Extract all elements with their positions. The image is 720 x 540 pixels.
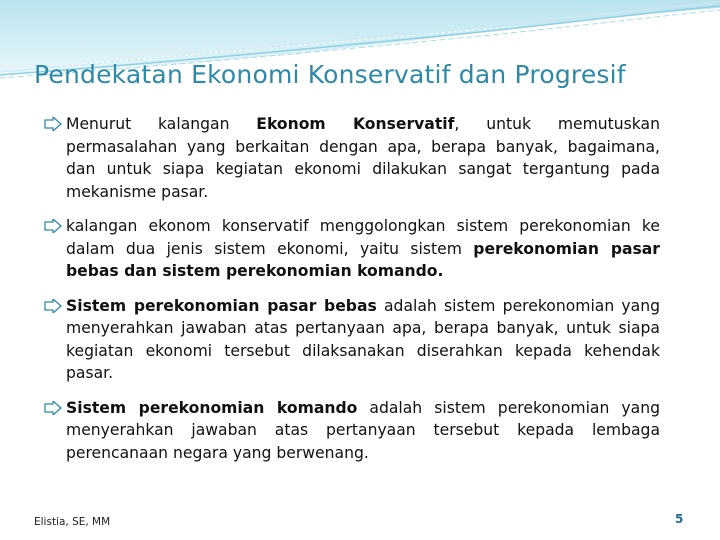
- footer-author: Elistia, SE, MM: [34, 516, 111, 528]
- bullet-text: adalah sistem perekonomian yang menyerahkan jawaban atas pertanyaan tersebut kepada lembaga perencanaan negara yang berwenang.: [66, 398, 660, 462]
- bullet-item: [42, 295, 660, 385]
- arrow-bullet-icon: [44, 299, 62, 313]
- slide-title: Pendekatan Ekonomi Konservatif dan Progresif: [34, 60, 626, 89]
- page-number: 5: [675, 512, 684, 526]
- bullet-text: Menurut kalangan: [66, 115, 257, 133]
- bullet-item: [42, 113, 660, 203]
- bullet-text: adalah sistem perekonomian yang menyerahkan jawaban atas pertanyaan apa, berapa banyak, untuk siapa kegiatan ekonomi tersebut dilaksanakan diserahkan kepada kehendak pasar.: [66, 296, 660, 382]
- bullet-text: , untuk memutuskan permasalahan yang berkaitan dengan apa, berapa banyak, bagaimana, dan untuk siapa kegiatan ekonomi dilakukan sangat tergantung pada mekanisme pasar.: [66, 115, 660, 201]
- bullet-bold-text: Ekonom Konservatif: [256, 115, 455, 133]
- bullet-bold-text: Sistem perekonomian komando: [66, 398, 358, 417]
- arrow-bullet-icon: [44, 219, 62, 233]
- bullet-list: [42, 113, 660, 476]
- bullet-item: [42, 397, 660, 465]
- bullet-bold-text: Sistem perekonomian pasar bebas: [66, 296, 377, 315]
- bullet-text: kalangan ekonom konservatif menggolongkan sistem perekonomian ke dalam dua jenis sistem ekonomi, yaitu sistem: [66, 217, 660, 258]
- bullet-bold-text: perekonomian pasar bebas dan sistem perekonomian komando.: [66, 239, 660, 280]
- bullet-item: [42, 215, 660, 283]
- arrow-bullet-icon: [44, 117, 62, 131]
- arrow-bullet-icon: [44, 401, 62, 415]
